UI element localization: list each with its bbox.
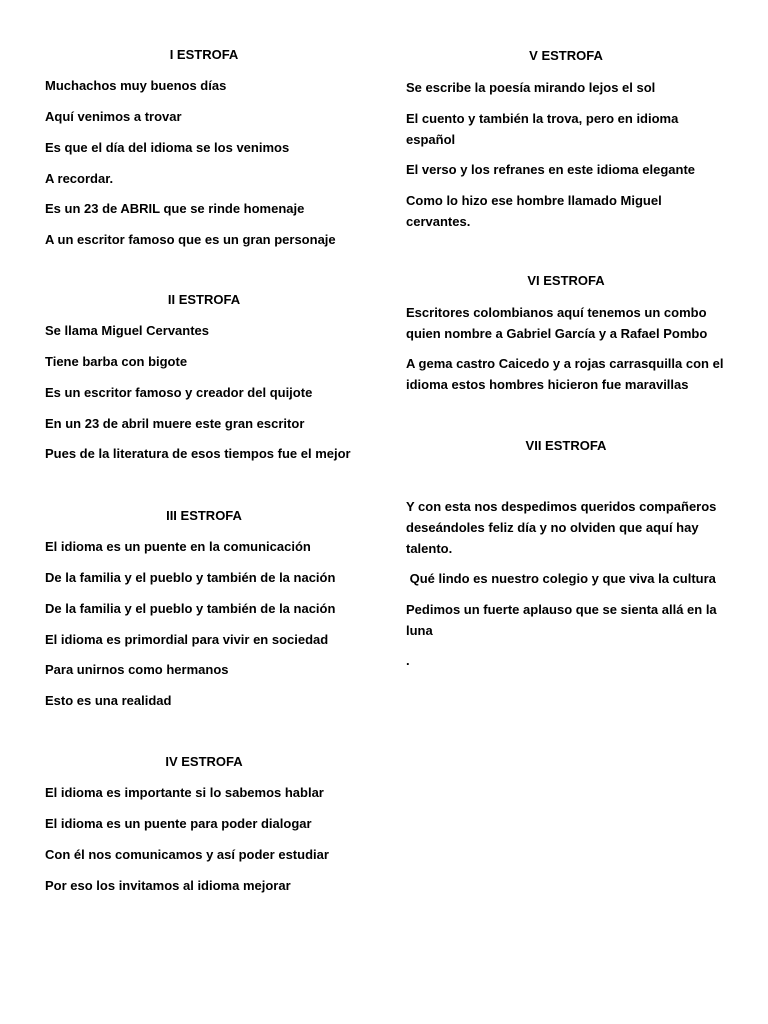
stanza-title: I ESTROFA — [169, 47, 239, 62]
verse-line: Es un 23 de ABRIL que se rinde homenaje — [45, 201, 305, 216]
verse-line: . — [406, 653, 410, 668]
verse-line: Como lo hizo ese hombre llamado Miguel cervantes. — [406, 193, 662, 229]
stanza-title: VII ESTROFA — [525, 438, 607, 453]
verse-line: El idioma es primordial para vivir en sociedad — [45, 632, 329, 647]
verse-line: Esto es una realidad — [45, 693, 172, 708]
verse-line: El idioma es un puente para poder dialogar — [45, 816, 312, 831]
verse-line: A un escritor famoso que es un gran personaje — [45, 232, 336, 247]
verse-line: Y con esta nos despedimos queridos compañeros deseándoles feliz día y no olviden que aquí hay talento. — [406, 499, 717, 556]
verse-line: Aquí venimos a trovar — [45, 109, 182, 124]
stanza-6 — [406, 271, 726, 392]
stanza-title: VI ESTROFA — [527, 273, 605, 288]
stanza-title: IV ESTROFA — [165, 754, 243, 769]
stanza-title: III ESTROFA — [166, 508, 242, 523]
verse-line: De la familia y el pueblo y también de la nación — [45, 601, 336, 616]
stanza-2 — [45, 290, 363, 461]
verse-line: El cuento y también la trova, pero en idioma español — [406, 111, 679, 147]
stanza-title: V ESTROFA — [529, 48, 603, 63]
verse-line: Para unirnos como hermanos — [45, 662, 229, 677]
verse-line: El idioma es un puente en la comunicación — [45, 539, 311, 554]
stanza-title: II ESTROFA — [167, 292, 241, 307]
verse-line: A gema castro Caicedo y a rojas carrasquilla con el idioma estos hombres hicieron fue maravillas — [406, 356, 724, 392]
verse-line: Se escribe la poesía mirando lejos el sol — [406, 80, 656, 95]
verse-line: De la familia y el pueblo y también de la nación — [45, 570, 336, 585]
verse-line: Muchachos muy buenos días — [45, 78, 227, 93]
verse-line: Con él nos comunicamos y así poder estudiar — [45, 847, 329, 862]
verse-line: Por eso los invitamos al idioma mejorar — [45, 878, 291, 893]
verse-line: El verso y los refranes en este idioma elegante — [406, 162, 696, 177]
stanza-7 — [406, 436, 726, 668]
verse-line: A recordar. — [45, 171, 114, 186]
verse-line: Tiene barba con bigote — [45, 354, 188, 369]
verse-line: Escritores colombianos aquí tenemos un combo quien nombre a Gabriel García y a Rafael Pombo — [406, 305, 708, 341]
verse-line: Qué lindo es nuestro colegio y que viva la cultura — [406, 571, 716, 586]
verse-line: Es que el día del idioma se los venimos — [45, 140, 290, 155]
stanza-1 — [45, 45, 363, 247]
verse-line: El idioma es importante si lo sabemos hablar — [45, 785, 324, 800]
stanza-3 — [45, 506, 363, 708]
verse-line: Pedimos un fuerte aplauso que se sienta allá en la luna — [406, 602, 717, 638]
verse-line: Pues de la literatura de esos tiempos fue el mejor — [45, 446, 351, 461]
stanza-4 — [45, 752, 363, 893]
verse-line: En un 23 de abril muere este gran escritor — [45, 416, 305, 431]
stanza-5 — [406, 46, 726, 229]
verse-line: Se llama Miguel Cervantes — [45, 323, 210, 338]
verse-line: Es un escritor famoso y creador del quijote — [45, 385, 313, 400]
